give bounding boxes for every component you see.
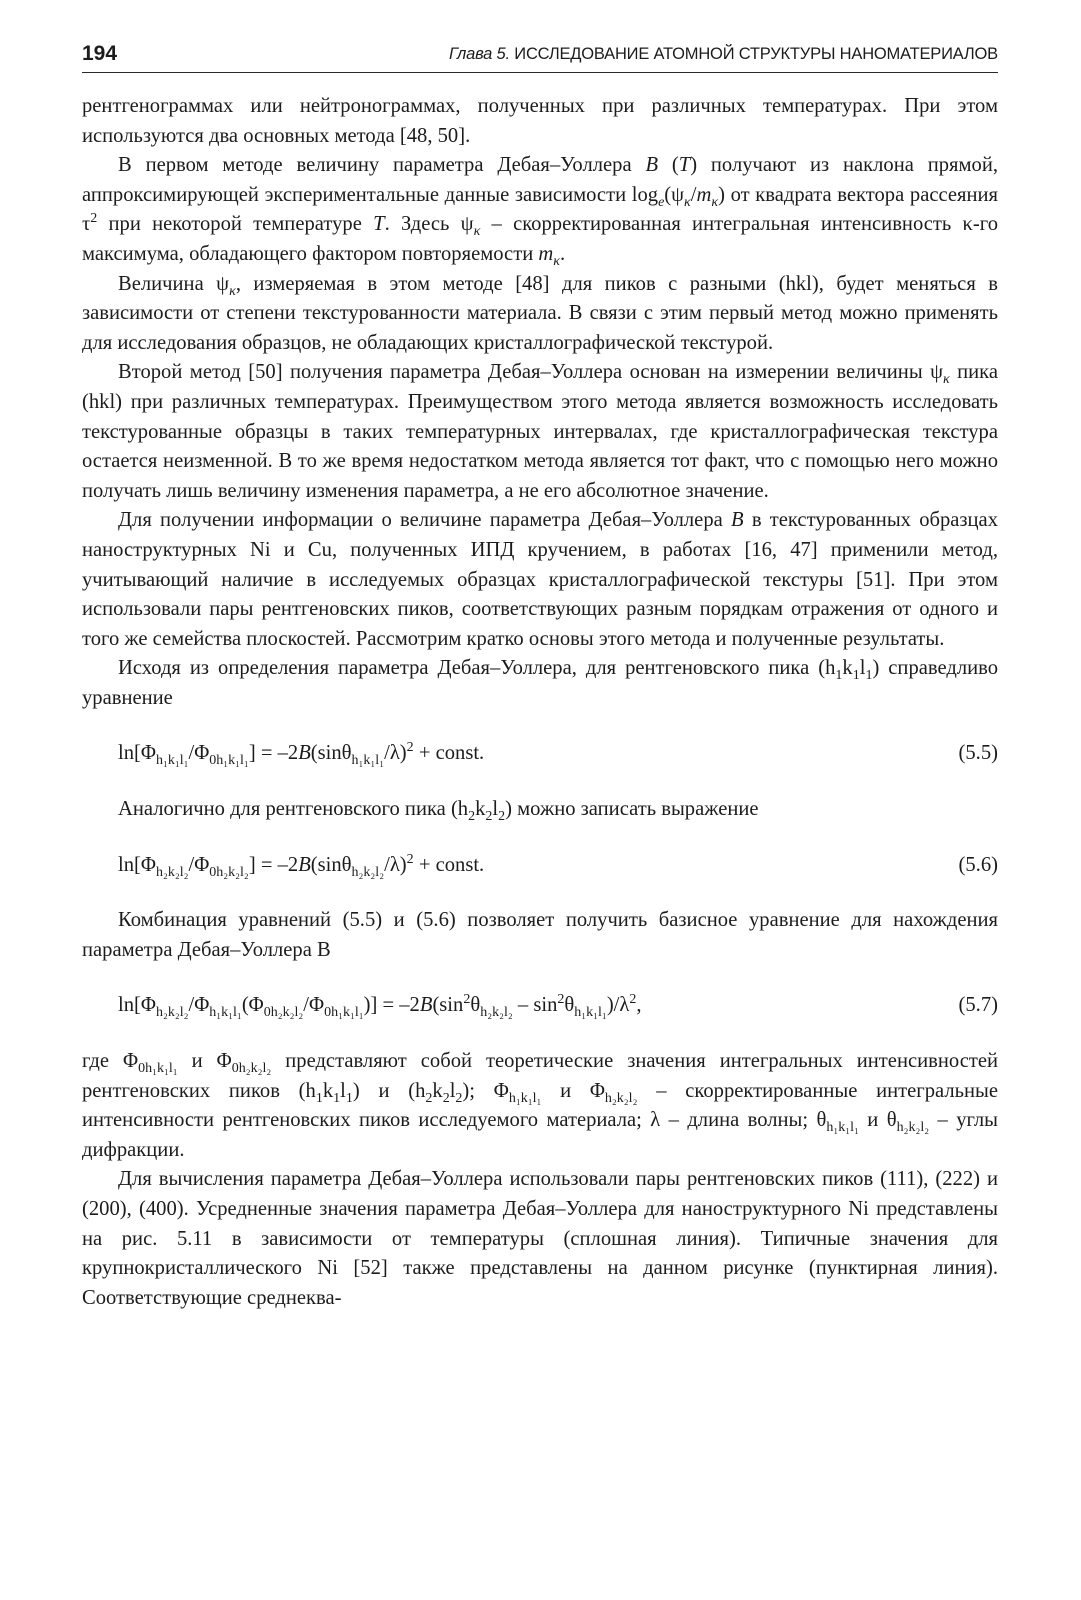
subscript: h₁k₁l₁ xyxy=(155,753,189,769)
subscript: 0h₁k₁l₁ xyxy=(324,1005,364,1021)
paragraph-4 xyxy=(82,358,998,506)
equation-number: (5.7) xyxy=(958,994,998,1017)
text-run: ) от квадрата вектора рассеяния τ xyxy=(82,183,998,236)
eq-part: (sinθ xyxy=(310,742,352,765)
text-run: k xyxy=(842,657,853,680)
equation-5-7 xyxy=(82,991,998,1021)
subscript: κ xyxy=(553,254,560,270)
symbol-b: B xyxy=(298,853,311,876)
eq-part: θ xyxy=(470,994,481,1017)
page-header xyxy=(82,38,998,70)
symbol-m: m xyxy=(696,183,712,206)
text-run: и θ xyxy=(858,1109,897,1132)
eq-part: (sinθ xyxy=(310,853,352,876)
text-run: Для получении информации о величине параметра Дебая–Уоллера xyxy=(118,509,731,532)
subscript: h₂k₂l₂ xyxy=(155,1005,189,1021)
subscript: 1 xyxy=(852,668,860,684)
text-run: Второй метод [50] получения параметра Дебая–Уоллера основан на измерении величины ψ xyxy=(118,361,943,384)
equation-number: (5.6) xyxy=(958,853,998,876)
paragraph-9 xyxy=(82,1047,998,1165)
subscript: 1 xyxy=(865,668,873,684)
eq-part: /Φ xyxy=(303,994,325,1017)
text-run: ) получают из наклона прямой, аппроксимирующей экспериментальные данные зависимости log xyxy=(82,154,999,206)
symbol-t: T xyxy=(678,154,691,177)
subscript: 0h₂k₂l₂ xyxy=(231,1061,272,1077)
text-run: – скорректированные интегральные интенсивности рентгеновских пиков исследуемого материала; λ – длина волны; θ xyxy=(82,1079,999,1132)
eq-part: /λ) xyxy=(384,742,407,765)
eq-part: (sin xyxy=(432,994,464,1017)
text-run: В первом методе величину параметра Дебая–Уоллера xyxy=(118,154,646,177)
text-run: ) и (h xyxy=(352,1079,426,1102)
subscript: 0h₁k₁l₁ xyxy=(209,753,249,769)
eq-part: /Φ xyxy=(188,994,210,1017)
superscript: 2 xyxy=(406,740,414,756)
subscript: 1 xyxy=(345,1090,353,1106)
subscript: h₂k₂l₂ xyxy=(604,1090,638,1106)
text-run: где Φ xyxy=(82,1050,139,1073)
chapter-prefix: Глава 5. xyxy=(449,45,510,63)
subscript: κ xyxy=(684,194,691,210)
eq-part: θ xyxy=(564,994,575,1017)
text-run: l xyxy=(492,798,499,821)
symbol-b: B xyxy=(645,154,659,177)
subscript: 1 xyxy=(333,1090,341,1106)
eq-part: – sin xyxy=(512,994,558,1017)
subscript: 0h₂k₂l₂ xyxy=(263,1005,304,1021)
eq-part: /Φ xyxy=(188,742,210,765)
text-run: l xyxy=(859,657,866,680)
page-body xyxy=(82,92,998,1313)
text-run: Величина ψ xyxy=(118,272,230,295)
superscript: 2 xyxy=(557,992,565,1008)
eq-part: /Φ xyxy=(188,853,210,876)
subscript: 2 xyxy=(468,809,476,825)
symbol-b: B xyxy=(731,509,744,532)
text-run: ) справедливо уравнение xyxy=(82,657,999,709)
paragraph-8: Комбинация уравнений (5.5) и (5.6) позволяет получить базисное уравнение для нахождения параметра Дебая–Уоллера B xyxy=(82,909,998,961)
text-run: / xyxy=(690,183,697,206)
superscript: 2 xyxy=(629,992,637,1008)
text-run: l xyxy=(449,1079,456,1102)
superscript: 2 xyxy=(90,211,98,227)
equation-expression xyxy=(118,991,642,1021)
equation-expression xyxy=(118,739,484,769)
subscript: 2 xyxy=(425,1090,433,1106)
eq-part: ] = –2 xyxy=(248,853,299,876)
text-run: в текстурованных образцах наноструктурных Ni и Cu, полученных ИПД кручением, в работах [16, 47] применили метод, учитывающий наличие в исследуемых образцах кристаллографической текстуры [51]. При этом использовали пары рентгеновских пиков, соответствующих разным порядкам отражения от одного и того же семейства плоскостей. Рассмотрим кратко основы этого метода и полученные результаты. xyxy=(82,509,998,650)
eq-part: + const. xyxy=(413,742,485,765)
subscript: h₁k₁l₁ xyxy=(508,1090,542,1106)
eq-part: , xyxy=(636,994,642,1017)
subscript: 2 xyxy=(442,1090,450,1106)
subscript: κ xyxy=(473,224,481,240)
subscript: h₁k₁l₁ xyxy=(209,1005,242,1021)
paragraph-3 xyxy=(82,270,998,359)
text-run: и Φ xyxy=(541,1079,605,1102)
text-run: ); Φ xyxy=(462,1079,509,1102)
subscript: h₂k₂l₂ xyxy=(480,1005,513,1021)
subscript: h₂k₂l₂ xyxy=(155,864,189,880)
equation-number: (5.5) xyxy=(958,742,998,765)
eq-part: ] = –2 xyxy=(248,742,299,765)
paragraph-5 xyxy=(82,506,998,654)
equation-5-5 xyxy=(82,739,998,769)
paragraph-7 xyxy=(82,795,998,825)
text-run: и Φ xyxy=(177,1050,232,1073)
subscript: 0h₂k₂l₂ xyxy=(209,864,249,880)
eq-part: ln[Φ xyxy=(118,994,156,1017)
subscript: h₁k₁l₁ xyxy=(574,1005,607,1021)
symbol-m: m xyxy=(538,242,554,265)
superscript: 2 xyxy=(463,992,471,1008)
text-run: Исходя из определения параметра Дебая–Уоллера, для рентгеновского пика (h xyxy=(118,657,836,680)
symbol-t: T xyxy=(373,213,385,236)
chapter-title: ИССЛЕДОВАНИЕ АТОМНОЙ СТРУКТУРЫ НАНОМАТЕРИАЛОВ xyxy=(514,45,998,63)
eq-part: ln[Φ xyxy=(118,742,156,765)
subscript: 0h₁k₁l₁ xyxy=(138,1061,178,1077)
eq-part: /λ) xyxy=(384,853,407,876)
text-run: k xyxy=(432,1079,443,1102)
paragraph-6 xyxy=(82,654,998,713)
equation-expression xyxy=(118,851,484,881)
symbol-b: B xyxy=(419,994,433,1017)
subscript: h₂k₂l₂ xyxy=(351,864,385,880)
subscript: 1 xyxy=(835,668,843,684)
text-run: k xyxy=(475,798,486,821)
subscript: h₂k₂l₂ xyxy=(896,1120,930,1136)
text-run: . Здесь ψ xyxy=(384,213,474,236)
symbol-b: B xyxy=(298,742,311,765)
text-run: k xyxy=(322,1079,334,1102)
text-run: – углы дифракции. xyxy=(82,1109,999,1161)
subscript: κ xyxy=(711,194,719,210)
subscript: e xyxy=(658,194,665,210)
text-run: пика (hkl) при различных температурах. Преимуществом этого метода является возможность исследовать текстурованные образцы в таких температурных интервалах, где кристаллографическая текстура остается неизменной. В то же время недостатком метода является тот факт, что с помощью него можно получать лишь величину изменения параметра, а не его абсолютное значение. xyxy=(82,361,998,502)
paragraph-10: Для вычисления параметра Дебая–Уоллера использовали пары рентгеновских пиков (111), (222) и (200), (400). Усредненные значения параметра Дебая–Уоллера для наноструктурного Ni представлены на рис. 5.11 в зависимости от температуры (сплошная линия). Типичные значения для крупнокристаллического Ni [52] также представлены на данном рисунке (пунктирная линия). Соответствующие среднеква- xyxy=(82,1168,998,1309)
text-run: – скорректированная интегральная интенсивность κ-го максимума, обладающего фактором повторяемости xyxy=(82,213,999,265)
subscript: h₁k₁l₁ xyxy=(351,753,385,769)
running-title xyxy=(449,45,998,64)
text-run: при некоторой температуре xyxy=(97,213,374,236)
text-run: l xyxy=(340,1079,346,1102)
text-run: , измеряемая в этом методе [48] для пиков с разными (hkl), будет меняться в зависимости от степени текстурованности материала. В связи с этим первый метод можно применять для исследования образцов, не обладающих кристаллографической текстурой. xyxy=(82,272,998,354)
paragraph-2 xyxy=(82,151,998,269)
subscript: 2 xyxy=(498,809,506,825)
superscript: 2 xyxy=(406,851,414,867)
subscript: h₁k₁l₁ xyxy=(826,1120,859,1136)
eq-part: ln[Φ xyxy=(118,853,156,876)
eq-part: (Φ xyxy=(241,994,264,1017)
paragraph-1: рентгенограммах или нейтронограммах, полученных при различных температурах. При этом используются два основных метода [48, 50]. xyxy=(82,95,998,147)
text-run: (ψ xyxy=(664,183,685,206)
eq-part: + const. xyxy=(413,853,485,876)
subscript: 1 xyxy=(315,1090,323,1106)
subscript: 2 xyxy=(455,1090,463,1106)
eq-part: )/λ xyxy=(606,994,630,1017)
text-run: ) можно записать выражение xyxy=(505,798,759,821)
equation-5-6 xyxy=(82,851,998,881)
eq-part: )] = –2 xyxy=(363,994,420,1017)
header-rule xyxy=(82,72,998,73)
text-run: представляют собой теоретические значения интегральных интенсивностей рентгеновских пиков (h xyxy=(82,1050,998,1102)
subscript: 2 xyxy=(485,809,493,825)
subscript: κ xyxy=(942,372,950,388)
text-run: . xyxy=(559,242,566,265)
subscript: κ xyxy=(229,283,236,299)
text-run: ( xyxy=(658,154,679,177)
page-number: 194 xyxy=(82,42,118,65)
text-run: Аналогично для рентгеновского пика (h xyxy=(118,798,469,821)
